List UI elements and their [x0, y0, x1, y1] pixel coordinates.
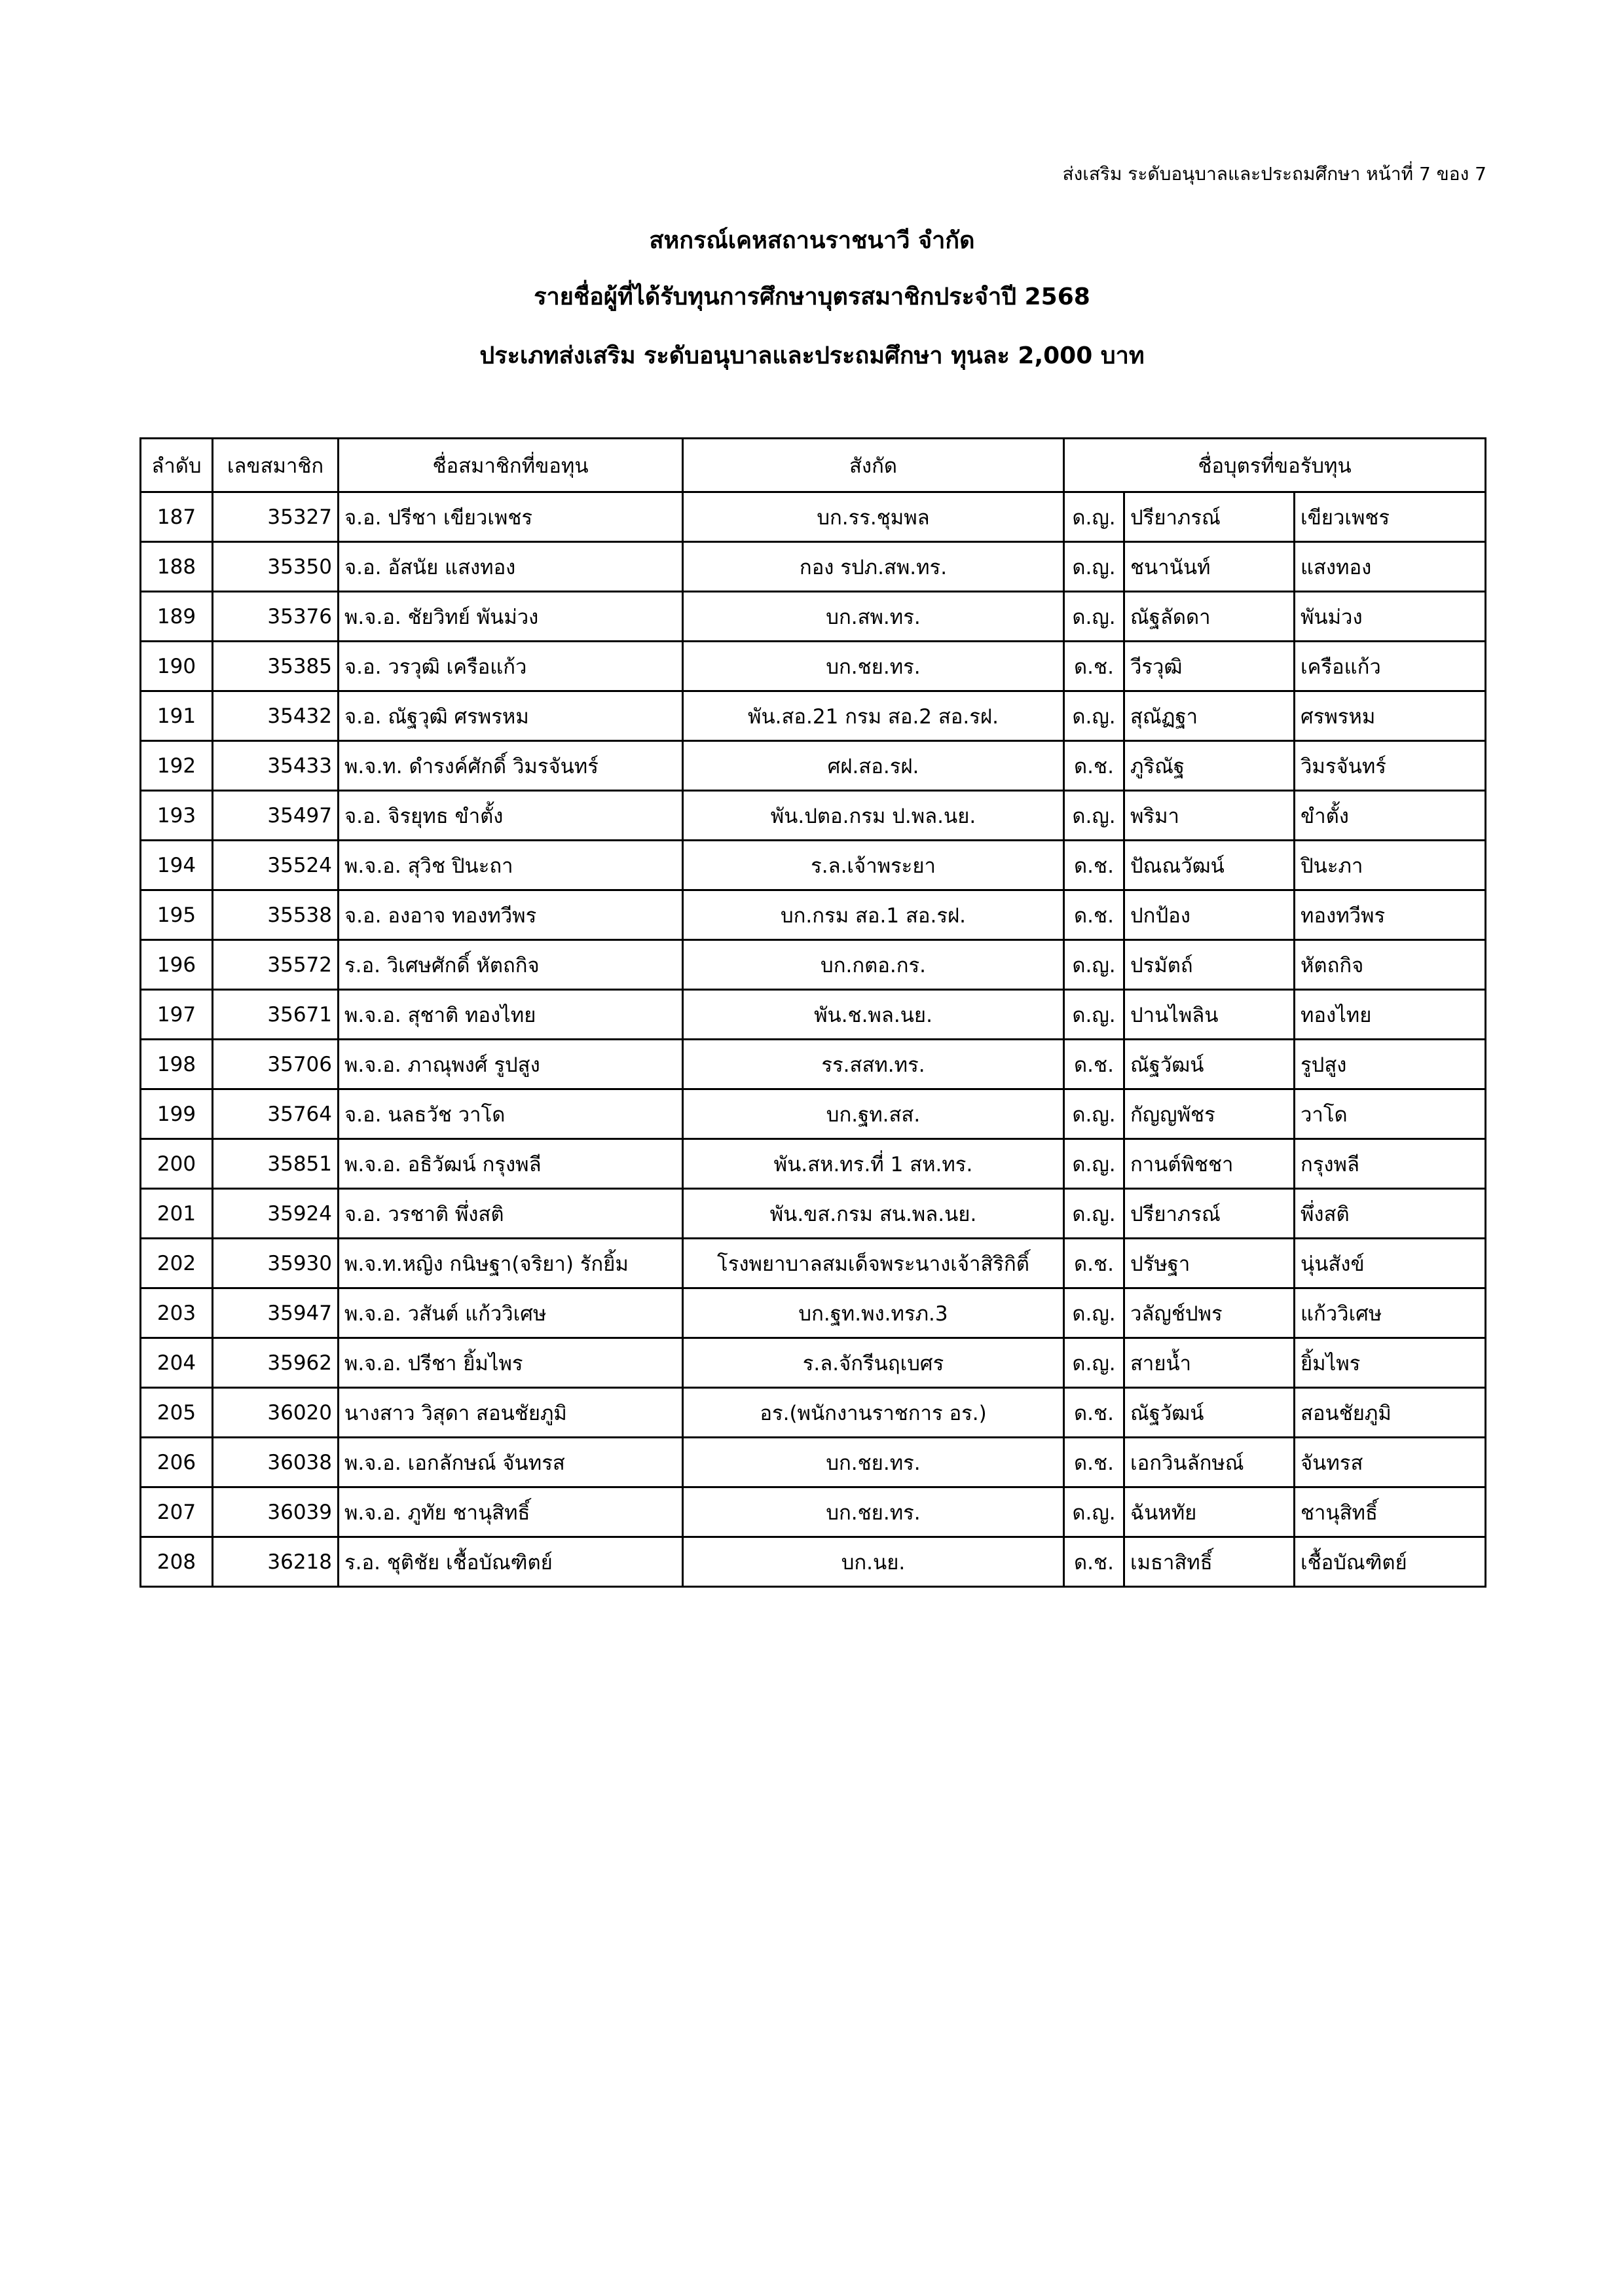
- member-name: พ.จ.อ. สุชาติ ทองไทย: [339, 990, 683, 1040]
- child-prefix: ด.ญ.: [1064, 1338, 1124, 1388]
- child-prefix: ด.ช.: [1064, 1388, 1124, 1438]
- row-number: 206: [141, 1438, 213, 1487]
- member-unit: ร.ล.เจ้าพระยา: [683, 841, 1064, 890]
- member-number: 35524: [213, 841, 339, 890]
- table-row: [141, 1388, 1486, 1438]
- child-last-name: ปินะภา: [1295, 841, 1486, 890]
- member-number: 35851: [213, 1139, 339, 1189]
- member-number: 35947: [213, 1288, 339, 1338]
- member-name: ร.อ. ชุติชัย เชื้อบัณฑิตย์: [339, 1537, 683, 1587]
- child-prefix: ด.ญ.: [1064, 791, 1124, 841]
- member-unit: บก.ชย.ทร.: [683, 1487, 1064, 1537]
- member-name: จ.อ. องอาจ ทองทวีพร: [339, 890, 683, 940]
- child-last-name: เครือแก้ว: [1295, 642, 1486, 691]
- child-prefix: ด.ช.: [1064, 841, 1124, 890]
- child-last-name: วิมรจันทร์: [1295, 741, 1486, 791]
- member-number: 35497: [213, 791, 339, 841]
- table-row: [141, 642, 1486, 691]
- member-name: พ.จ.อ. ปรีชา ยิ้มไพร: [339, 1338, 683, 1388]
- child-last-name: รูปสูง: [1295, 1040, 1486, 1089]
- child-prefix: ด.ญ.: [1064, 1139, 1124, 1189]
- child-first-name: วลัญช์ปพร: [1124, 1288, 1295, 1338]
- child-first-name: ณัฐลัดดา: [1124, 592, 1295, 642]
- child-first-name: ปรมัตถ์: [1124, 940, 1295, 990]
- row-number: 201: [141, 1189, 213, 1239]
- scholarship-type-title: ประเภทส่งเสริม ระดับอนุบาลและประถมศึกษา ทุนละ 2,000 บาท: [479, 342, 1145, 369]
- child-last-name: ทองไทย: [1295, 990, 1486, 1040]
- member-number: 35538: [213, 890, 339, 940]
- child-prefix: ด.ช.: [1064, 642, 1124, 691]
- child-prefix: ด.ญ.: [1064, 990, 1124, 1040]
- header-member-name: ชื่อสมาชิกที่ขอทุน: [339, 439, 683, 492]
- member-number: 35385: [213, 642, 339, 691]
- table-header-row: [141, 439, 1486, 492]
- child-last-name: จันทรส: [1295, 1438, 1486, 1487]
- child-first-name: ปกป้อง: [1124, 890, 1295, 940]
- child-first-name: ณัฐวัฒน์: [1124, 1388, 1295, 1438]
- member-name: จ.อ. จิรยุทธ ขำตั้ง: [339, 791, 683, 841]
- row-number: 187: [141, 492, 213, 542]
- member-number: 35376: [213, 592, 339, 642]
- child-last-name: วาโด: [1295, 1089, 1486, 1139]
- child-first-name: สุณัฏฐา: [1124, 691, 1295, 741]
- row-number: 191: [141, 691, 213, 741]
- child-prefix: ด.ช.: [1064, 1537, 1124, 1587]
- member-number: 35706: [213, 1040, 339, 1089]
- member-number: 35764: [213, 1089, 339, 1139]
- table-row: [141, 1438, 1486, 1487]
- member-number: 35930: [213, 1239, 339, 1288]
- member-number: 35924: [213, 1189, 339, 1239]
- member-number: 36038: [213, 1438, 339, 1487]
- row-number: 202: [141, 1239, 213, 1288]
- row-number: 194: [141, 841, 213, 890]
- child-first-name: ภูริณัฐ: [1124, 741, 1295, 791]
- child-prefix: ด.ญ.: [1064, 691, 1124, 741]
- child-prefix: ด.ช.: [1064, 1438, 1124, 1487]
- child-first-name: เอกวินลักษณ์: [1124, 1438, 1295, 1487]
- member-number: 35671: [213, 990, 339, 1040]
- member-number: 35962: [213, 1338, 339, 1388]
- table-row: [141, 1338, 1486, 1388]
- child-first-name: วีรวุฒิ: [1124, 642, 1295, 691]
- member-name: พ.จ.อ. เอกลักษณ์ จันทรส: [339, 1438, 683, 1487]
- table-row: [141, 1189, 1486, 1239]
- child-last-name: หัตถกิจ: [1295, 940, 1486, 990]
- table-row: [141, 1139, 1486, 1189]
- row-number: 199: [141, 1089, 213, 1139]
- child-prefix: ด.ญ.: [1064, 1288, 1124, 1338]
- member-name: จ.อ. ปรีชา เขียวเพชร: [339, 492, 683, 542]
- row-number: 196: [141, 940, 213, 990]
- child-last-name: สอนชัยภูมิ: [1295, 1388, 1486, 1438]
- member-unit: บก.กรม สอ.1 สอ.รฝ.: [683, 890, 1064, 940]
- child-first-name: กัญญพัชร: [1124, 1089, 1295, 1139]
- table-row: [141, 990, 1486, 1040]
- header-no: ลำดับ: [141, 439, 213, 492]
- row-number: 200: [141, 1139, 213, 1189]
- table-row: [141, 1288, 1486, 1338]
- row-number: 197: [141, 990, 213, 1040]
- organization-title: สหกรณ์เคหสถานราชนาวี จำกัด: [649, 227, 975, 254]
- child-last-name: ขำตั้ง: [1295, 791, 1486, 841]
- member-unit: บก.ฐท.สส.: [683, 1089, 1064, 1139]
- table-row: [141, 741, 1486, 791]
- member-unit: บก.สพ.ทร.: [683, 592, 1064, 642]
- child-first-name: สายน้ำ: [1124, 1338, 1295, 1388]
- child-prefix: ด.ช.: [1064, 890, 1124, 940]
- member-number: 35432: [213, 691, 339, 741]
- row-number: 193: [141, 791, 213, 841]
- table-row: [141, 1537, 1486, 1587]
- member-number: 35350: [213, 542, 339, 592]
- member-unit: บก.ชย.ทร.: [683, 642, 1064, 691]
- table-row: [141, 542, 1486, 592]
- member-name: จ.อ. วรชาติ พึ่งสติ: [339, 1189, 683, 1239]
- member-unit: กอง รปภ.สพ.ทร.: [683, 542, 1064, 592]
- table-row: [141, 691, 1486, 741]
- child-prefix: ด.ช.: [1064, 741, 1124, 791]
- child-last-name: พันม่วง: [1295, 592, 1486, 642]
- row-number: 189: [141, 592, 213, 642]
- table-row: [141, 1089, 1486, 1139]
- row-number: 208: [141, 1537, 213, 1587]
- row-number: 205: [141, 1388, 213, 1438]
- table-row: [141, 890, 1486, 940]
- child-first-name: กานต์พิชชา: [1124, 1139, 1295, 1189]
- member-number: 35327: [213, 492, 339, 542]
- child-prefix: ด.ญ.: [1064, 1089, 1124, 1139]
- member-name: พ.จ.อ. ชัยวิทย์ พันม่วง: [339, 592, 683, 642]
- child-first-name: ปัณณวัฒน์: [1124, 841, 1295, 890]
- child-last-name: พึ่งสติ: [1295, 1189, 1486, 1239]
- member-name: พ.จ.อ. ภาณุพงศ์ รูปสูง: [339, 1040, 683, 1089]
- child-last-name: ทองทวีพร: [1295, 890, 1486, 940]
- row-number: 195: [141, 890, 213, 940]
- child-first-name: เมธาสิทธิ์: [1124, 1537, 1295, 1587]
- child-first-name: ฉันหทัย: [1124, 1487, 1295, 1537]
- child-last-name: กรุงพลี: [1295, 1139, 1486, 1189]
- member-name: พ.จ.อ. สุวิช ปินะถา: [339, 841, 683, 890]
- table-row: [141, 1487, 1486, 1537]
- child-prefix: ด.ญ.: [1064, 1189, 1124, 1239]
- child-last-name: แสงทอง: [1295, 542, 1486, 592]
- row-number: 188: [141, 542, 213, 592]
- child-first-name: ชนานันท์: [1124, 542, 1295, 592]
- member-unit: พัน.ช.พล.นย.: [683, 990, 1064, 1040]
- member-name: ร.อ. วิเศษศักดิ์ หัตถกิจ: [339, 940, 683, 990]
- child-last-name: เขียวเพชร: [1295, 492, 1486, 542]
- header-child-name: ชื่อบุตรที่ขอรับทุน: [1064, 439, 1486, 492]
- child-prefix: ด.ญ.: [1064, 542, 1124, 592]
- member-unit: พัน.ปตอ.กรม ป.พล.นย.: [683, 791, 1064, 841]
- member-name: จ.อ. อัสนัย แสงทอง: [339, 542, 683, 592]
- table-row: [141, 791, 1486, 841]
- child-last-name: ชานุสิทธิ์: [1295, 1487, 1486, 1537]
- member-number: 35572: [213, 940, 339, 990]
- child-last-name: เชื้อบัณฑิตย์: [1295, 1537, 1486, 1587]
- member-number: 36218: [213, 1537, 339, 1587]
- table-row: [141, 592, 1486, 642]
- child-last-name: แก้ววิเศษ: [1295, 1288, 1486, 1338]
- member-unit: อร.(พนักงานราชการ อร.): [683, 1388, 1064, 1438]
- child-first-name: ณัฐวัฒน์: [1124, 1040, 1295, 1089]
- member-name: พ.จ.อ. อธิวัฒน์ กรุงพลี: [339, 1139, 683, 1189]
- child-prefix: ด.ญ.: [1064, 492, 1124, 542]
- row-number: 203: [141, 1288, 213, 1338]
- child-prefix: ด.ญ.: [1064, 592, 1124, 642]
- member-name: พ.จ.ท. ดำรงค์ศักดิ์ วิมรจันทร์: [339, 741, 683, 791]
- child-last-name: ยิ้มไพร: [1295, 1338, 1486, 1388]
- table-row: [141, 940, 1486, 990]
- member-unit: บก.รร.ชุมพล: [683, 492, 1064, 542]
- header-member-no: เลขสมาชิก: [213, 439, 339, 492]
- member-name: จ.อ. ณัฐวุฒิ ศรพรหม: [339, 691, 683, 741]
- header-unit: สังกัด: [683, 439, 1064, 492]
- member-number: 36020: [213, 1388, 339, 1438]
- child-first-name: ปรัษฐา: [1124, 1239, 1295, 1288]
- child-prefix: ด.ญ.: [1064, 1487, 1124, 1537]
- member-unit: ศฝ.สอ.รฝ.: [683, 741, 1064, 791]
- member-name: พ.จ.ท.หญิง กนิษฐา(จริยา) รักยิ้ม: [339, 1239, 683, 1288]
- member-number: 36039: [213, 1487, 339, 1537]
- child-first-name: ปรียาภรณ์: [1124, 492, 1295, 542]
- member-name: พ.จ.อ. ภูทัย ชานุสิทธิ์: [339, 1487, 683, 1537]
- table-row: [141, 1040, 1486, 1089]
- member-name: จ.อ. นลธวัช วาโด: [339, 1089, 683, 1139]
- member-unit: บก.ฐท.พง.ทรภ.3: [683, 1288, 1064, 1338]
- child-last-name: นุ่นสังข์: [1295, 1239, 1486, 1288]
- child-prefix: ด.ญ.: [1064, 940, 1124, 990]
- child-first-name: พริมา: [1124, 791, 1295, 841]
- child-last-name: ศรพรหม: [1295, 691, 1486, 741]
- row-number: 190: [141, 642, 213, 691]
- member-name: นางสาว วิสุดา สอนชัยภูมิ: [339, 1388, 683, 1438]
- row-number: 207: [141, 1487, 213, 1537]
- member-unit: พัน.สห.ทร.ที่ 1 สห.ทร.: [683, 1139, 1064, 1189]
- table-row: [141, 492, 1486, 542]
- child-prefix: ด.ช.: [1064, 1239, 1124, 1288]
- recipients-table: [139, 437, 1486, 1588]
- child-first-name: ปานไพลิน: [1124, 990, 1295, 1040]
- member-number: 35433: [213, 741, 339, 791]
- page-header: ส่งเสริม ระดับอนุบาลและประถมศึกษา หน้าที่ 7 ของ 7: [1062, 163, 1486, 185]
- member-unit: รร.สสท.ทร.: [683, 1040, 1064, 1089]
- member-unit: พัน.สอ.21 กรม สอ.2 สอ.รฝ.: [683, 691, 1064, 741]
- member-unit: บก.ชย.ทร.: [683, 1438, 1064, 1487]
- member-name: พ.จ.อ. วสันต์ แก้ววิเศษ: [339, 1288, 683, 1338]
- list-title: รายชื่อผู้ที่ได้รับทุนการศึกษาบุตรสมาชิกประจำปี 2568: [534, 283, 1090, 310]
- row-number: 198: [141, 1040, 213, 1089]
- member-unit: บก.กตอ.กร.: [683, 940, 1064, 990]
- table-row: [141, 841, 1486, 890]
- row-number: 192: [141, 741, 213, 791]
- member-unit: โรงพยาบาลสมเด็จพระนางเจ้าสิริกิติ์: [683, 1239, 1064, 1288]
- child-prefix: ด.ช.: [1064, 1040, 1124, 1089]
- child-first-name: ปรียาภรณ์: [1124, 1189, 1295, 1239]
- member-unit: พัน.ขส.กรม สน.พล.นย.: [683, 1189, 1064, 1239]
- row-number: 204: [141, 1338, 213, 1388]
- member-unit: บก.นย.: [683, 1537, 1064, 1587]
- member-unit: ร.ล.จักรีนฤเบศร: [683, 1338, 1064, 1388]
- table-row: [141, 1239, 1486, 1288]
- member-name: จ.อ. วรวุฒิ เครือแก้ว: [339, 642, 683, 691]
